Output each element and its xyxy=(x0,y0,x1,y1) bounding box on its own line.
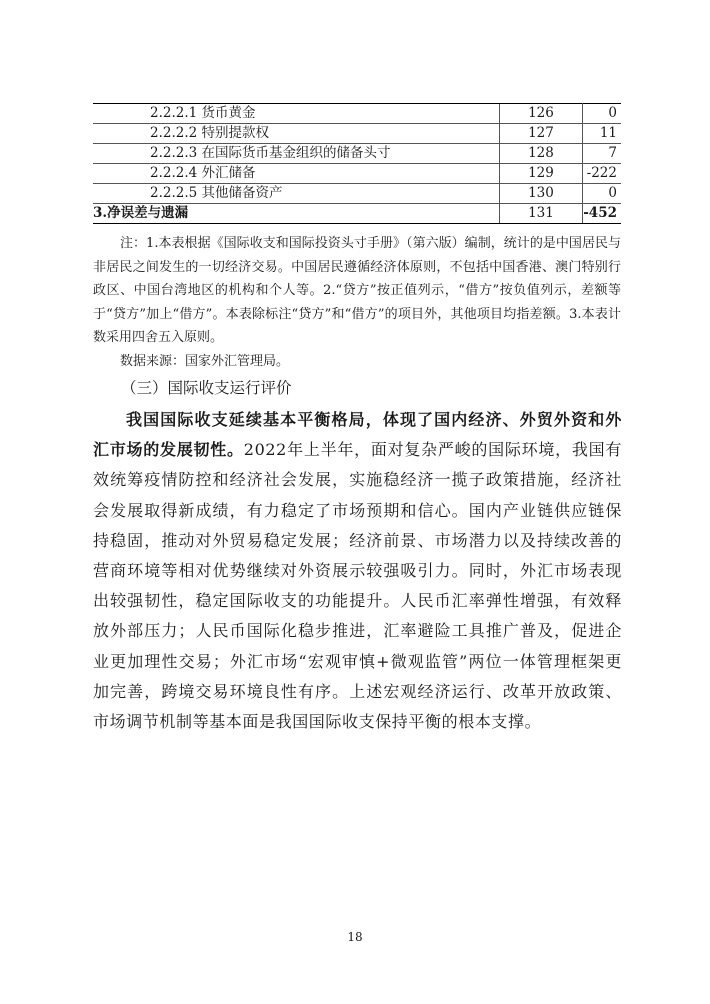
table-row xyxy=(93,144,621,164)
body-paragraph xyxy=(93,405,622,737)
row-code: 126 xyxy=(499,104,583,124)
table-row xyxy=(93,104,621,124)
lead-sentence: 我国国际收支延续基本平衡格局，体现了国内经济、外贸外资和外汇市场的发展韧性。 xyxy=(93,410,622,460)
row-value: 11 xyxy=(583,124,621,144)
table-row xyxy=(93,124,621,144)
balance-of-payments-table xyxy=(93,103,621,224)
body-text: 2022年上半年，面对复杂严峻的国际环境，我国有效统筹疫情防控和经济社会发展，实施稳经济一揽子政策措施，经济社会发展取得新成绩，有力稳定了市场预期和信心。国内产业链供应链保持稳固，推动对外贸易稳定发展；经济前景、市场潜力以及持续改善的营商环境等相对优势继续对外资展示较强吸引力。同时，外汇市场表现出较强韧性，稳定国际收支的功能提升。人民币汇率弹性增强，有效释放外部压力；人民币国际化稳步推进，汇率避险工具推广普及，促进企业更加理性交易；外汇市场“宏观审慎+微观监管”两位一体管理框架更加完善，跨境交易环境良性有序。上述宏观经济运行、改革开放政策、市场调节机制等基本面是我国国际收支保持平衡的根本支撑。 xyxy=(93,440,622,732)
page-number: 18 xyxy=(347,930,363,944)
row-name: 2.2.2.3 在国际货币基金组织的储备头寸 xyxy=(93,144,499,164)
table-row xyxy=(93,164,621,184)
row-value: 7 xyxy=(583,144,621,164)
row-code: 129 xyxy=(499,164,583,184)
table-note: 注：1.本表根据《国际收支和国际投资头寸手册》（第六版）编制，统计的是中国居民与非居民之间发生的一切经济交易。中国居民遵循经济体原则，不包括中国香港、澳门特别行政区、中国台湾地区的机构和个人等。2.“贷方”按正值列示，“借方”按负值列示，差额等于“贷方”加上“借方”。本表除标注“贷方”和“借方”的项目外，其他项目均指差额。3.本表计数采用四舍五入原则。 xyxy=(93,236,621,345)
row-code: 130 xyxy=(499,184,583,204)
table-notes xyxy=(93,232,621,373)
row-value: -222 xyxy=(583,164,621,184)
row-name: 2.2.2.4 外汇储备 xyxy=(93,164,499,184)
section-heading: （三）国际收支运行评价 xyxy=(121,379,292,397)
row-name: 2.2.2.2 特别提款权 xyxy=(93,124,499,144)
table-row xyxy=(93,204,621,224)
row-name: 2.2.2.1 货币黄金 xyxy=(93,104,499,124)
row-value: -452 xyxy=(583,204,621,224)
row-code: 128 xyxy=(499,144,583,164)
row-value: 0 xyxy=(583,104,621,124)
row-value: 0 xyxy=(583,184,621,204)
data-source: 数据来源：国家外汇管理局。 xyxy=(120,353,290,369)
row-name: 3.净误差与遗漏 xyxy=(93,204,499,224)
row-code: 127 xyxy=(499,124,583,144)
row-name: 2.2.2.5 其他储备资产 xyxy=(93,184,499,204)
row-code: 131 xyxy=(499,204,583,224)
table-row xyxy=(93,184,621,204)
